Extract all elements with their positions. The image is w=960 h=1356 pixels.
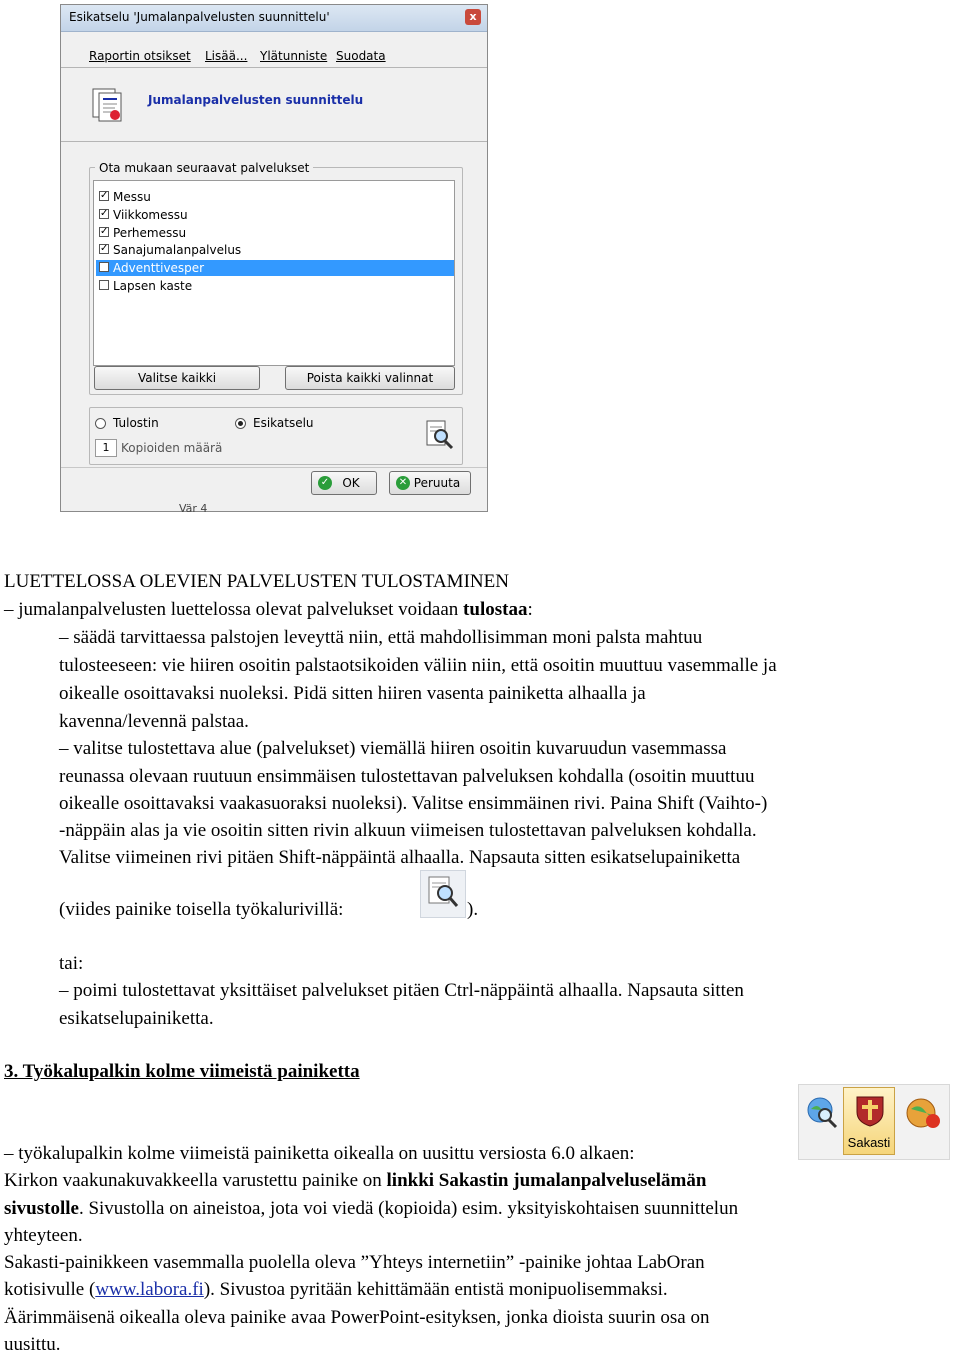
list-item-selected[interactable] [96, 260, 454, 276]
list-item[interactable] [96, 207, 454, 223]
bold-text: sivustolle [4, 1198, 79, 1219]
close-button[interactable]: x [465, 9, 481, 25]
sakasti-line-2 [4, 1198, 738, 1220]
copies-input[interactable]: 1 [95, 439, 117, 457]
clear-all-button[interactable]: Poista kaikki valinnat [285, 366, 455, 390]
list-item[interactable] [96, 278, 454, 294]
services-group-label: Ota mukaan seuraavat palvelukset [95, 161, 313, 175]
service-label: Viikkomessu [113, 208, 188, 222]
paragraph-line: – valitse tulostettava alue (palvelukset) viemällä hiiren osoitin kuvaruudun vasemmassa [59, 738, 727, 759]
background-text: Vär 4 [179, 502, 208, 515]
preview-radio[interactable] [235, 418, 246, 429]
preview-dialog [60, 4, 488, 515]
cancel-label: Peruuta [413, 476, 461, 490]
menu-item-filter[interactable]: Suodata [336, 49, 386, 63]
service-label: Messu [113, 190, 151, 204]
internet-connection-icon [805, 1095, 839, 1134]
powerpoint-globe-icon [903, 1093, 943, 1138]
section-heading: 3. Työkalupalkin kolme viimeistä painiketta [4, 1061, 360, 1082]
sakasti-line [4, 1170, 706, 1192]
report-document-icon [91, 87, 125, 126]
checkbox-perhemessu[interactable]: ✓ [100, 226, 109, 237]
paragraph-line: oikealle osoittavaksi vaakasuoraksi nuoleksi). Valitse ensimmäinen rivi. Paina Shift (Vaihto-) [59, 793, 768, 814]
paragraph-line: oikealle osoittavaksi nuoleksi. Pidä sitten hiiren vasenta painiketta alhaalla ja [59, 683, 646, 704]
list-item[interactable] [96, 189, 454, 205]
header-divider [61, 141, 487, 142]
bold-text: linkki Sakastin jumalanpalveluselämän [386, 1170, 707, 1191]
labora-link[interactable]: www.labora.fi [95, 1279, 204, 1300]
checkbox-sanajumalanpalvelus[interactable]: ✓ [100, 243, 109, 254]
paragraph-line: tulosteeseen: vie hiiren osoitin palstaotsikoiden väliin niin, että osoitin muuttuu vasemmalle ja [59, 655, 777, 676]
printer-label: Tulostin [113, 416, 159, 430]
service-label: Lapsen kaste [113, 279, 193, 293]
preview-button-icon [420, 870, 466, 918]
copies-label: Kopioiden määrä [121, 441, 223, 455]
bold-text: tulostaa [463, 599, 528, 620]
service-label: Sanajumalanpalvelus [113, 243, 242, 257]
cancel-x-icon: ✕ [396, 476, 410, 490]
services-list[interactable] [93, 180, 455, 366]
ok-label: OK [342, 476, 360, 490]
checkbox-viikkomessu[interactable]: ✓ [100, 208, 109, 219]
button-row-divider [61, 467, 487, 468]
dialog-titlebar [61, 5, 487, 32]
paragraph-line: yhteyteen. [4, 1225, 83, 1246]
menu-item-more[interactable]: Lisää... [205, 49, 248, 63]
or-text: tai: [59, 953, 84, 974]
paragraph-line: Äärimmäisenä oikealla oleva painike avaa PowerPoint-esityksen, jonka dioista suurin osa on [4, 1307, 710, 1328]
cancel-button[interactable] [389, 471, 471, 495]
paragraph-line-tail-end: ). [467, 899, 479, 920]
toolbar-buttons-image [798, 1084, 950, 1160]
paragraph-line: – poimi tulostettavat yksittäiset palvelukset pitäen Ctrl-näppäintä alhaalla. Napsauta sitten [59, 980, 744, 1001]
paragraph-line: – säädä tarvittaessa palstojen leveyttä niin, että mahdollisimman moni palsta mahtuu [59, 627, 703, 648]
list-item[interactable] [96, 242, 454, 258]
text: Kirkon vaakunakuvakkeella varustettu painike on [4, 1170, 387, 1191]
check-icon: ✓ [318, 476, 332, 490]
paragraph-line: -näppäin alas ja vie osoitin sitten rivin alkuun viimeisen tulostettavan palveluksen kohdalla. [59, 820, 757, 841]
service-label: Adventtivesper [113, 261, 205, 275]
sakasti-label: Sakasti [847, 1135, 891, 1150]
sakasti-button[interactable] [843, 1087, 895, 1155]
menu-item-report-titles[interactable]: Raportin otsikset [89, 49, 191, 63]
printer-radio[interactable] [95, 418, 106, 429]
service-label: Perhemessu [113, 226, 187, 240]
toolbar-line: – työkalupalkin kolme viimeistä painiketta oikealla on uusittu versiosta 6.0 alkaen: [4, 1143, 635, 1164]
select-all-button[interactable]: Valitse kaikki [94, 366, 260, 390]
section-title: LUETTELOSSA OLEVIEN PALVELUSTEN TULOSTAMINEN [4, 571, 509, 592]
paragraph-line: esikatselupainiketta. [59, 1008, 214, 1029]
line-print-intro [4, 599, 533, 621]
checkbox-adventtivesper[interactable] [99, 262, 109, 272]
paragraph-line: uusittu. [4, 1334, 61, 1355]
homepage-line [4, 1279, 668, 1301]
church-coat-of-arms-icon [853, 1094, 887, 1133]
paragraph-line: Valitse viimeinen rivi pitäen Shift-näppäintä alhaalla. Napsauta sitten esikatselupainiketta [59, 847, 741, 868]
paragraph-line: Sakasti-painikkeen vasemmalla puolella oleva ”Yhteys internetiin” -painike johtaa LabOran [4, 1252, 705, 1273]
checkbox-messu[interactable]: ✓ [100, 190, 109, 201]
preview-magnifier-icon [425, 419, 455, 454]
text: : [527, 599, 533, 620]
paragraph-line: kavenna/levennä palstaa. [59, 711, 249, 732]
paragraph-line-tail: (viides painike toisella työkalurivillä: [59, 899, 344, 920]
preview-label: Esikatselu [253, 416, 314, 430]
text: ). Sivustoa pyritään kehittämään entistä monipuolisemmaksi. [203, 1279, 668, 1300]
checkbox-lapsen-kaste[interactable] [99, 280, 109, 290]
dialog-title: Esikatselu 'Jumalanpalvelusten suunnittelu' [69, 10, 330, 24]
text: kotisivulle ( [4, 1279, 96, 1300]
dialog-header-title: Jumalanpalvelusten suunnittelu [148, 93, 364, 107]
ok-button[interactable] [311, 471, 377, 495]
text: . Sivustolla on aineistoa, jota voi viedä (kopioida) esim. yksityiskohtaisen suunnittelun [78, 1198, 739, 1219]
dialog-menubar [61, 45, 487, 68]
menu-item-header[interactable]: Ylätunniste [260, 49, 328, 63]
text: – jumalanpalvelusten luettelossa olevat palvelukset voidaan [4, 599, 464, 620]
list-item[interactable] [96, 225, 454, 241]
paragraph-line: reunassa olevaan ruutuun ensimmäisen tulostettavan palveluksen kohdalla (osoitin muuttuu [59, 766, 755, 787]
